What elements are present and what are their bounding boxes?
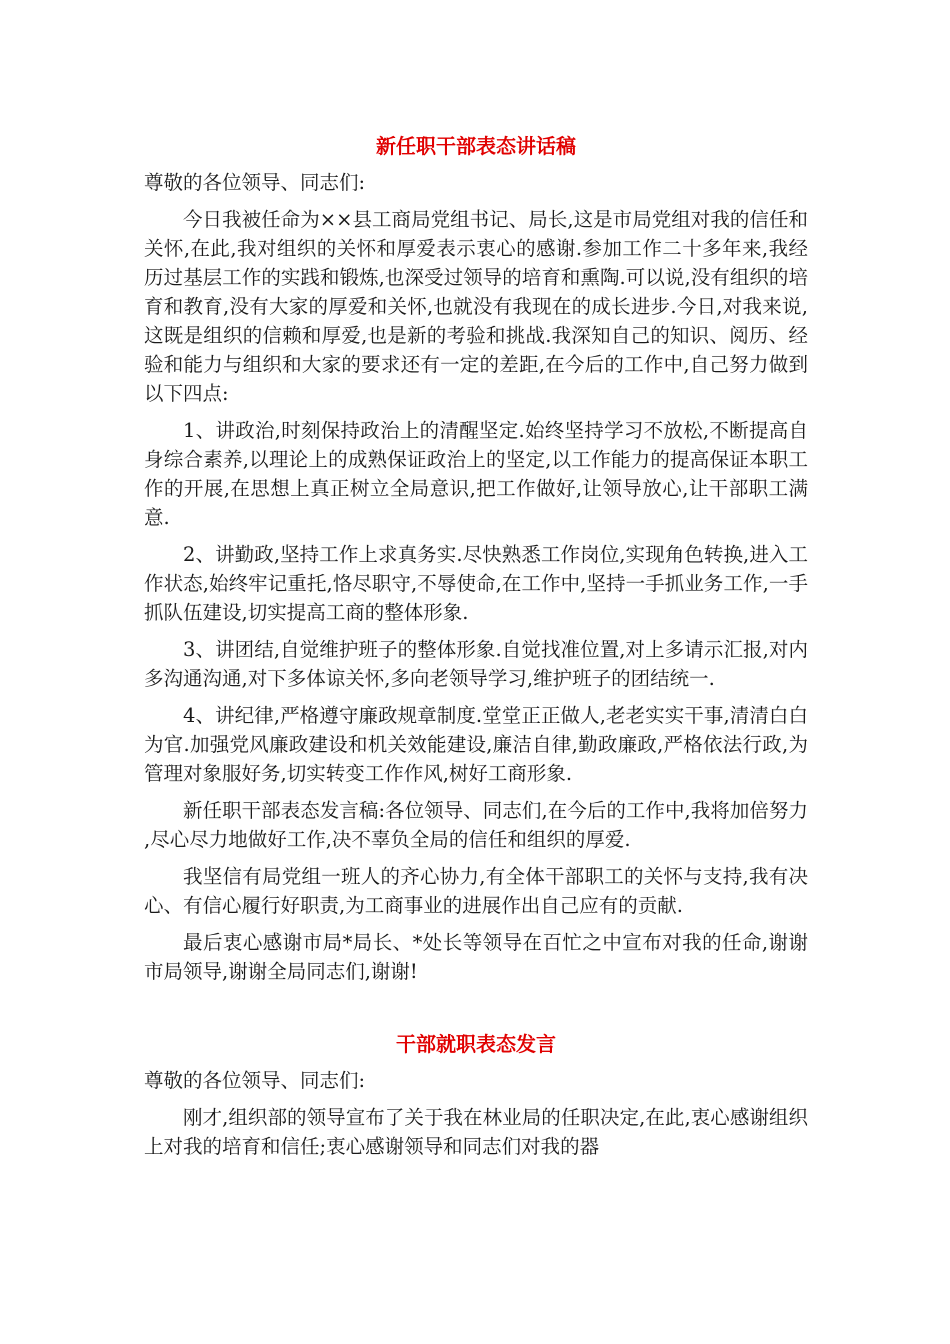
paragraph-confidence: 我坚信有局党组一班人的齐心协力,有全体干部职工的关怀与支持,我有决心、有信心履行好职责,为工商事业的进展作出自己应有的贡献. [144, 865, 808, 917]
paragraph-thanks: 最后衷心感谢市局*局长、*处长等领导在百忙之中宣布对我的任命,谢谢市局领导,谢谢全局同志们,谢谢! [144, 931, 808, 983]
salutation: 尊敬的各位领导、同志们: [144, 1069, 366, 1092]
paragraph-point-4: 4、讲纪律,严格遵守廉政规章制度.堂堂正正做人,老老实实干事,清清白白为官.加强党风廉政建设和机关效能建设,廉洁自律,勤政廉政,严格依法行政,为管理对象服好务,切实转变工作作风,树好工商形象. [144, 704, 808, 785]
paragraph-intro: 刚才,组织部的领导宣布了关于我在林业局的任职决定,在此,衷心感谢组织上对我的培育和信任;衷心感谢领导和同志们对我的器 [144, 1106, 808, 1158]
paragraph-point-1: 1、讲政治,时刻保持政治上的清醒坚定.始终坚持学习不放松,不断提高自身综合素养,以理论上的成熟保证政治上的坚定,以工作能力的提高保证本职工作的开展,在思想上真正树立全局意识,把工作做好,让领导放心,让干部职工满意. [144, 419, 808, 529]
section-title: 新任职干部表态讲话稿 [376, 134, 576, 158]
section-title: 干部就职表态发言 [396, 1032, 556, 1056]
paragraph-intro: 今日我被任命为××县工商局党组书记、局长,这是市局党组对我的信任和关怀,在此,我对组织的关怀和厚爱表示衷心的感谢.参加工作二十多年来,我经历过基层工作的实践和锻炼,也深受过领导的培育和熏陶.可以说,没有组织的培育和教育,没有大家的厚爱和关怀,也就没有我现在的成长进步.今日,对我来说,这既是组织的信赖和厚爱,也是新的考验和挑战.我深知自己的知识、阅历、经验和能力与组织和大家的要求还有一定的差距,在今后的工作中,自己努力做到以下四点: [144, 208, 808, 405]
paragraph-commitment: 新任职干部表态发言稿:各位领导、同志们,在今后的工作中,我将加倍努力,尽心尽力地做好工作,决不辜负全局的信任和组织的厚爱. [144, 799, 808, 851]
paragraph-point-2: 2、讲勤政,坚持工作上求真务实.尽快熟悉工作岗位,实现角色转换,进入工作状态,始终牢记重托,恪尽职守,不辱使命,在工作中,坚持一手抓业务工作,一手抓队伍建设,切实提高工商的整体形象. [144, 543, 808, 624]
paragraph-point-3: 3、讲团结,自觉维护班子的整体形象.自觉找准位置,对上多请示汇报,对内多沟通沟通,对下多体谅关怀,多向老领导学习,维护班子的团结统一. [144, 638, 808, 690]
salutation: 尊敬的各位领导、同志们: [144, 171, 366, 194]
document-body [144, 132, 808, 1161]
section-divider [144, 986, 808, 1030]
